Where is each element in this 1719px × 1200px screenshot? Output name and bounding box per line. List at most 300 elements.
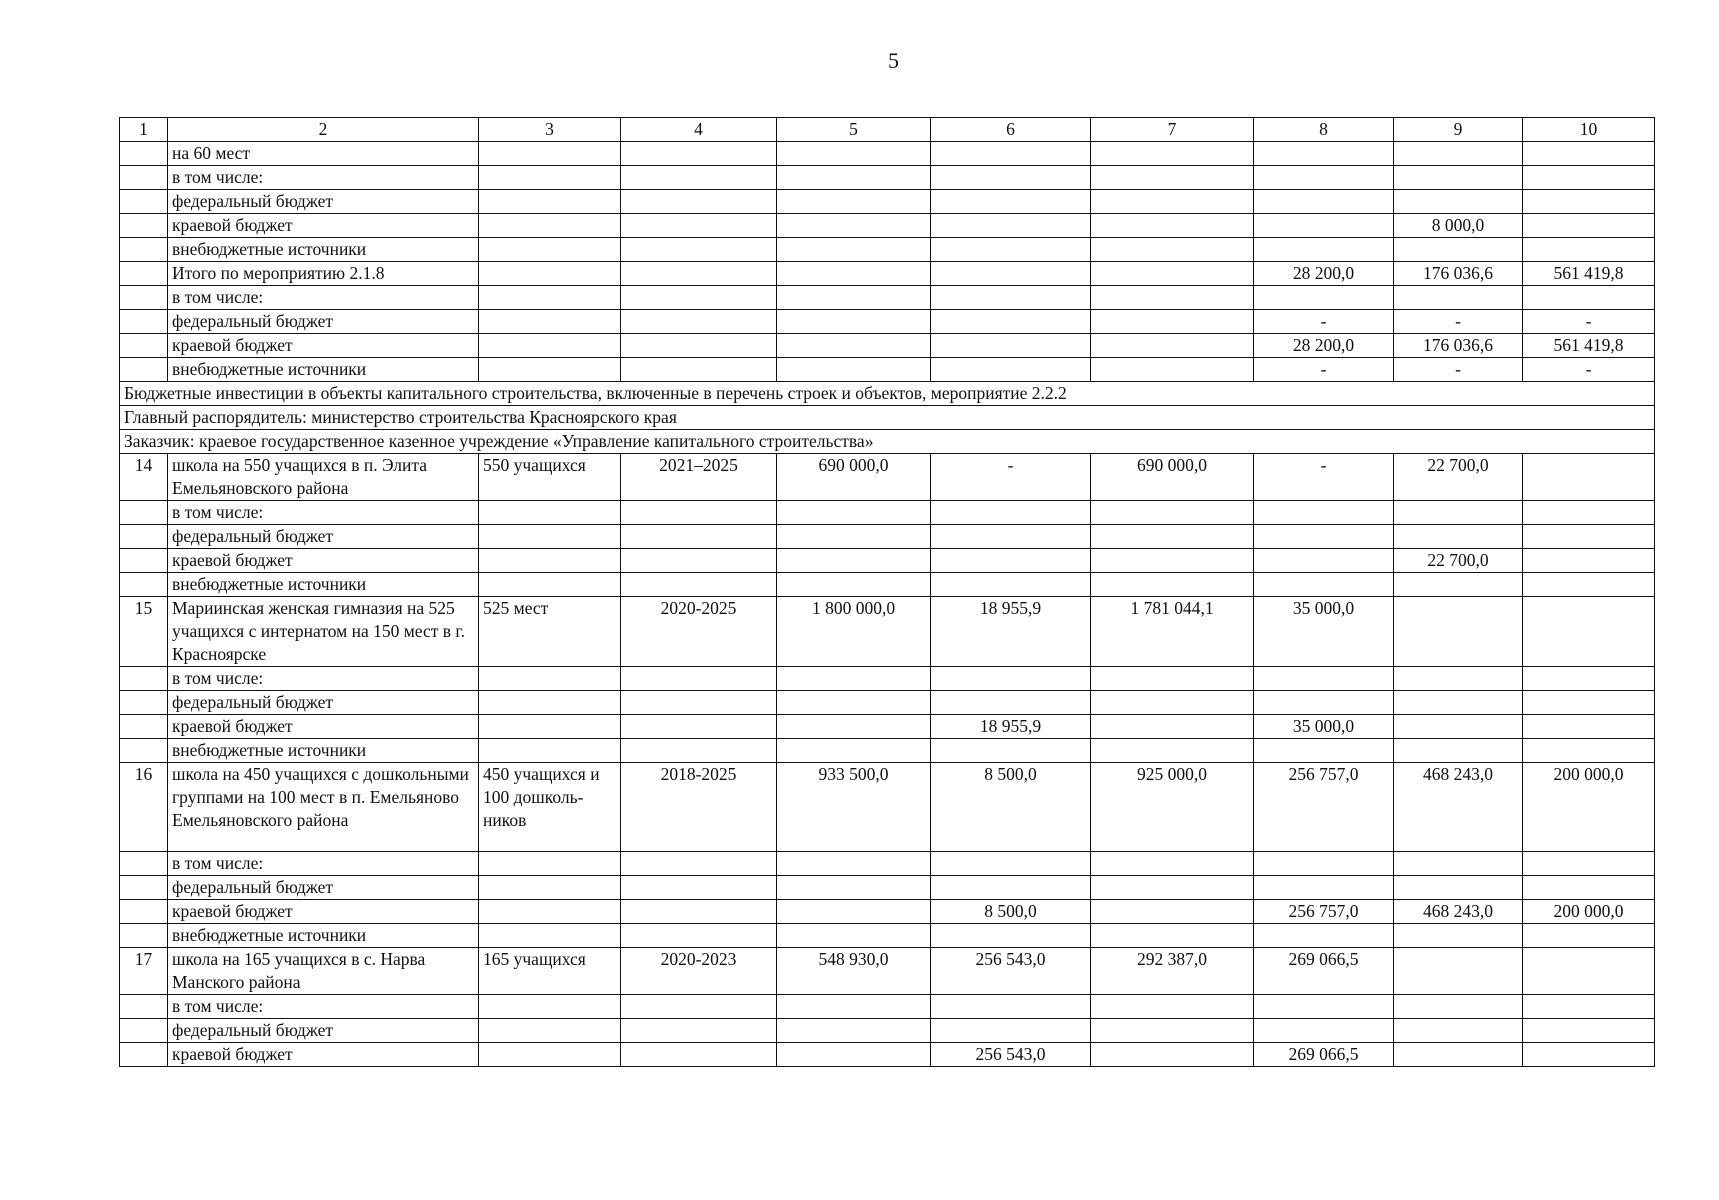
year-value-10-cell [1523, 501, 1655, 525]
year-value-8-cell: 28 200,0 [1254, 262, 1394, 286]
period-cell: 2020-2023 [621, 948, 777, 995]
year-value-8-cell: 35 000,0 [1254, 715, 1394, 739]
estimated-cost-cell [777, 667, 931, 691]
capacity-cell [479, 876, 621, 900]
estimated-cost-cell [777, 501, 931, 525]
year-value-9-cell [1394, 525, 1523, 549]
estimated-cost-cell [777, 1019, 931, 1043]
balance-6-cell [931, 739, 1091, 763]
year-value-10-cell [1523, 1043, 1655, 1067]
row-number-cell [120, 852, 168, 876]
balance-7-cell [1091, 549, 1254, 573]
period-cell [621, 691, 777, 715]
row-number-cell [120, 924, 168, 948]
estimated-cost-cell [777, 924, 931, 948]
item-name-cell: в том числе: [168, 852, 479, 876]
year-value-10-cell [1523, 214, 1655, 238]
item-name-cell: внебюджетные источники [168, 358, 479, 382]
row-number-cell [120, 573, 168, 597]
table-row [120, 549, 1655, 573]
balance-6-cell [931, 876, 1091, 900]
item-name-cell: в том числе: [168, 995, 479, 1019]
table-row [120, 262, 1655, 286]
table-row [120, 948, 1655, 995]
item-name-cell: внебюджетные источники [168, 238, 479, 262]
table-row [120, 763, 1655, 852]
table-row [120, 667, 1655, 691]
table-row [120, 238, 1655, 262]
period-cell [621, 214, 777, 238]
estimated-cost-cell: 1 800 000,0 [777, 597, 931, 667]
year-value-10-cell [1523, 739, 1655, 763]
year-value-10-cell: 200 000,0 [1523, 900, 1655, 924]
year-value-10-cell: 561 419,8 [1523, 334, 1655, 358]
budget-table [119, 117, 1655, 1067]
balance-7-cell [1091, 286, 1254, 310]
estimated-cost-cell [777, 166, 931, 190]
estimated-cost-cell [777, 876, 931, 900]
year-value-9-cell [1394, 924, 1523, 948]
balance-6-cell: 8 500,0 [931, 763, 1091, 852]
section-header-row [120, 430, 1655, 454]
year-value-8-cell: 256 757,0 [1254, 763, 1394, 852]
balance-6-cell: 256 543,0 [931, 948, 1091, 995]
row-number-cell [120, 166, 168, 190]
capacity-cell [479, 238, 621, 262]
row-number-cell [120, 525, 168, 549]
capacity-cell: 165 учащихся [479, 948, 621, 995]
year-value-10-cell [1523, 286, 1655, 310]
year-value-8-cell [1254, 166, 1394, 190]
item-name-cell: федеральный бюджет [168, 876, 479, 900]
year-value-8-cell [1254, 214, 1394, 238]
estimated-cost-cell [777, 852, 931, 876]
row-number-cell [120, 214, 168, 238]
balance-7-cell: 1 781 044,1 [1091, 597, 1254, 667]
year-value-9-cell [1394, 573, 1523, 597]
table-row [120, 166, 1655, 190]
item-name-cell: на 60 мест [168, 142, 479, 166]
year-value-10-cell: - [1523, 310, 1655, 334]
capacity-cell [479, 1043, 621, 1067]
year-value-8-cell [1254, 190, 1394, 214]
row-number-cell [120, 691, 168, 715]
item-name-cell: внебюджетные источники [168, 739, 479, 763]
item-name-cell: в том числе: [168, 166, 479, 190]
estimated-cost-cell [777, 691, 931, 715]
capacity-cell [479, 715, 621, 739]
row-number-cell [120, 501, 168, 525]
year-value-8-cell: - [1254, 358, 1394, 382]
table-row [120, 454, 1655, 501]
estimated-cost-cell [777, 995, 931, 1019]
year-value-8-cell [1254, 924, 1394, 948]
row-number-cell: 16 [120, 763, 168, 852]
period-cell [621, 142, 777, 166]
year-value-9-cell [1394, 691, 1523, 715]
period-cell: 2018-2025 [621, 763, 777, 852]
table-row [120, 1043, 1655, 1067]
table-row [120, 691, 1655, 715]
year-value-8-cell [1254, 667, 1394, 691]
estimated-cost-cell: 548 930,0 [777, 948, 931, 995]
year-value-8-cell [1254, 525, 1394, 549]
item-name-cell: школа на 450 учащихся с дошкольными группами на 100 мест в п. Емельяново Емельяновского района [168, 763, 479, 852]
year-value-8-cell [1254, 739, 1394, 763]
balance-6-cell [931, 142, 1091, 166]
year-value-8-cell: - [1254, 454, 1394, 501]
balance-7-cell [1091, 995, 1254, 1019]
period-cell [621, 573, 777, 597]
item-name-cell: федеральный бюджет [168, 691, 479, 715]
row-number-cell [120, 358, 168, 382]
item-name-cell: краевой бюджет [168, 214, 479, 238]
year-value-8-cell [1254, 1019, 1394, 1043]
year-value-10-cell [1523, 924, 1655, 948]
balance-7-cell [1091, 358, 1254, 382]
balance-6-cell [931, 525, 1091, 549]
capacity-cell [479, 334, 621, 358]
row-number-cell [120, 262, 168, 286]
capacity-cell [479, 739, 621, 763]
year-value-10-cell [1523, 597, 1655, 667]
period-cell [621, 852, 777, 876]
table-body [120, 142, 1655, 1067]
balance-7-cell [1091, 238, 1254, 262]
table-row [120, 597, 1655, 667]
balance-6-cell [931, 667, 1091, 691]
year-value-9-cell: 22 700,0 [1394, 549, 1523, 573]
year-value-8-cell [1254, 691, 1394, 715]
year-value-9-cell [1394, 501, 1523, 525]
balance-7-cell [1091, 1019, 1254, 1043]
item-name-cell: краевой бюджет [168, 1043, 479, 1067]
item-name-cell: школа на 165 учащихся в с. Нарва Манского района [168, 948, 479, 995]
row-number-cell [120, 334, 168, 358]
period-cell [621, 238, 777, 262]
balance-7-cell [1091, 691, 1254, 715]
balance-7-cell [1091, 214, 1254, 238]
year-value-10-cell [1523, 238, 1655, 262]
header-row [120, 118, 1655, 142]
item-name-cell: краевой бюджет [168, 900, 479, 924]
table-row [120, 573, 1655, 597]
estimated-cost-cell: 690 000,0 [777, 454, 931, 501]
item-name-cell: федеральный бюджет [168, 525, 479, 549]
balance-7-cell [1091, 1043, 1254, 1067]
col-8-header: 8 [1254, 118, 1394, 142]
table-row [120, 876, 1655, 900]
period-cell [621, 739, 777, 763]
table-row [120, 1019, 1655, 1043]
balance-6-cell [931, 358, 1091, 382]
period-cell [621, 190, 777, 214]
section-header-cell: Заказчик: краевое государственное казенное учреждение «Управление капитального строительства» [120, 430, 1655, 454]
balance-7-cell [1091, 876, 1254, 900]
item-name-cell: федеральный бюджет [168, 1019, 479, 1043]
year-value-9-cell [1394, 1019, 1523, 1043]
row-number-cell [120, 549, 168, 573]
row-number-cell [120, 995, 168, 1019]
item-name-cell: Итого по мероприятию 2.1.8 [168, 262, 479, 286]
row-number-cell [120, 715, 168, 739]
balance-7-cell [1091, 573, 1254, 597]
year-value-9-cell [1394, 995, 1523, 1019]
year-value-9-cell: 176 036,6 [1394, 334, 1523, 358]
col-2-header: 2 [168, 118, 479, 142]
balance-6-cell [931, 501, 1091, 525]
row-number-cell [120, 739, 168, 763]
year-value-9-cell [1394, 166, 1523, 190]
balance-6-cell: 18 955,9 [931, 597, 1091, 667]
year-value-8-cell [1254, 573, 1394, 597]
col-10-header: 10 [1523, 118, 1655, 142]
balance-6-cell [931, 166, 1091, 190]
estimated-cost-cell [777, 525, 931, 549]
capacity-cell [479, 501, 621, 525]
row-number-cell: 15 [120, 597, 168, 667]
capacity-cell [479, 286, 621, 310]
estimated-cost-cell [777, 549, 931, 573]
row-number-cell [120, 142, 168, 166]
balance-7-cell: 292 387,0 [1091, 948, 1254, 995]
capacity-cell [479, 667, 621, 691]
balance-7-cell [1091, 900, 1254, 924]
capacity-cell [479, 214, 621, 238]
item-name-cell: федеральный бюджет [168, 310, 479, 334]
year-value-9-cell: - [1394, 310, 1523, 334]
balance-6-cell [931, 924, 1091, 948]
year-value-10-cell [1523, 142, 1655, 166]
balance-6-cell [931, 995, 1091, 1019]
item-name-cell: в том числе: [168, 286, 479, 310]
section-header-cell: Бюджетные инвестиции в объекты капитального строительства, включенные в перечень строек и объектов, мероприятие 2.2.2 [120, 382, 1655, 406]
balance-6-cell [931, 286, 1091, 310]
year-value-8-cell: 256 757,0 [1254, 900, 1394, 924]
period-cell [621, 715, 777, 739]
year-value-9-cell [1394, 190, 1523, 214]
year-value-8-cell [1254, 995, 1394, 1019]
year-value-10-cell: - [1523, 358, 1655, 382]
year-value-8-cell [1254, 852, 1394, 876]
balance-7-cell: 690 000,0 [1091, 454, 1254, 501]
row-number-cell [120, 1043, 168, 1067]
balance-7-cell [1091, 310, 1254, 334]
section-header-cell: Главный распорядитель: министерство строительства Красноярского края [120, 406, 1655, 430]
year-value-8-cell [1254, 501, 1394, 525]
year-value-9-cell [1394, 852, 1523, 876]
page-number: 5 [888, 48, 899, 73]
balance-6-cell [931, 310, 1091, 334]
period-cell [621, 501, 777, 525]
period-cell [621, 262, 777, 286]
balance-7-cell [1091, 501, 1254, 525]
balance-7-cell [1091, 262, 1254, 286]
section-header-row [120, 406, 1655, 430]
item-name-cell: Мариинская женская гимназия на 525 учащихся с интернатом на 150 мест в г. Красноярске [168, 597, 479, 667]
table-row [120, 924, 1655, 948]
year-value-9-cell: 8 000,0 [1394, 214, 1523, 238]
year-value-10-cell [1523, 691, 1655, 715]
year-value-10-cell [1523, 995, 1655, 1019]
year-value-8-cell [1254, 142, 1394, 166]
balance-7-cell [1091, 142, 1254, 166]
item-name-cell: внебюджетные источники [168, 573, 479, 597]
estimated-cost-cell [777, 573, 931, 597]
year-value-9-cell: 22 700,0 [1394, 454, 1523, 501]
capacity-cell [479, 262, 621, 286]
estimated-cost-cell [777, 310, 931, 334]
capacity-cell [479, 924, 621, 948]
year-value-10-cell [1523, 166, 1655, 190]
item-name-cell: в том числе: [168, 667, 479, 691]
period-cell: 2020-2025 [621, 597, 777, 667]
year-value-10-cell [1523, 715, 1655, 739]
balance-6-cell [931, 238, 1091, 262]
period-cell [621, 924, 777, 948]
row-number-cell [120, 286, 168, 310]
period-cell [621, 334, 777, 358]
estimated-cost-cell [777, 358, 931, 382]
table-row [120, 715, 1655, 739]
balance-6-cell [931, 190, 1091, 214]
capacity-cell [479, 525, 621, 549]
balance-6-cell [931, 691, 1091, 715]
capacity-cell [479, 852, 621, 876]
period-cell: 2021–2025 [621, 454, 777, 501]
estimated-cost-cell [777, 334, 931, 358]
estimated-cost-cell [777, 238, 931, 262]
year-value-9-cell [1394, 286, 1523, 310]
row-number-cell [120, 876, 168, 900]
year-value-8-cell: - [1254, 310, 1394, 334]
row-number-cell [120, 667, 168, 691]
year-value-10-cell: 561 419,8 [1523, 262, 1655, 286]
year-value-9-cell [1394, 876, 1523, 900]
year-value-9-cell: 468 243,0 [1394, 900, 1523, 924]
col-1-header: 1 [120, 118, 168, 142]
item-name-cell: в том числе: [168, 501, 479, 525]
year-value-9-cell: - [1394, 358, 1523, 382]
col-4-header: 4 [621, 118, 777, 142]
year-value-9-cell [1394, 142, 1523, 166]
year-value-9-cell [1394, 597, 1523, 667]
capacity-cell [479, 549, 621, 573]
col-5-header: 5 [777, 118, 931, 142]
capacity-cell [479, 1019, 621, 1043]
estimated-cost-cell [777, 214, 931, 238]
capacity-cell [479, 358, 621, 382]
capacity-cell [479, 166, 621, 190]
balance-6-cell [931, 549, 1091, 573]
balance-7-cell [1091, 190, 1254, 214]
capacity-cell [479, 691, 621, 715]
row-number-cell [120, 1019, 168, 1043]
item-name-cell: внебюджетные источники [168, 924, 479, 948]
estimated-cost-cell [777, 262, 931, 286]
period-cell [621, 286, 777, 310]
estimated-cost-cell [777, 1043, 931, 1067]
period-cell [621, 358, 777, 382]
estimated-cost-cell: 933 500,0 [777, 763, 931, 852]
year-value-8-cell: 269 066,5 [1254, 1043, 1394, 1067]
year-value-10-cell [1523, 852, 1655, 876]
period-cell [621, 1043, 777, 1067]
estimated-cost-cell [777, 900, 931, 924]
col-6-header: 6 [931, 118, 1091, 142]
period-cell [621, 667, 777, 691]
estimated-cost-cell [777, 286, 931, 310]
year-value-10-cell [1523, 549, 1655, 573]
capacity-cell [479, 573, 621, 597]
table-row [120, 310, 1655, 334]
item-name-cell: краевой бюджет [168, 334, 479, 358]
balance-6-cell [931, 262, 1091, 286]
year-value-8-cell [1254, 876, 1394, 900]
year-value-9-cell [1394, 948, 1523, 995]
year-value-9-cell: 176 036,6 [1394, 262, 1523, 286]
table-row [120, 995, 1655, 1019]
balance-7-cell [1091, 924, 1254, 948]
year-value-8-cell [1254, 549, 1394, 573]
year-value-8-cell [1254, 286, 1394, 310]
year-value-9-cell [1394, 715, 1523, 739]
row-number-cell [120, 238, 168, 262]
table-row [120, 190, 1655, 214]
balance-7-cell [1091, 166, 1254, 190]
estimated-cost-cell [777, 142, 931, 166]
table-row [120, 214, 1655, 238]
period-cell [621, 876, 777, 900]
estimated-cost-cell [777, 715, 931, 739]
year-value-9-cell [1394, 667, 1523, 691]
estimated-cost-cell [777, 190, 931, 214]
balance-6-cell [931, 573, 1091, 597]
year-value-9-cell [1394, 1043, 1523, 1067]
balance-6-cell [931, 852, 1091, 876]
year-value-10-cell [1523, 876, 1655, 900]
year-value-10-cell [1523, 525, 1655, 549]
year-value-9-cell: 468 243,0 [1394, 763, 1523, 852]
estimated-cost-cell [777, 739, 931, 763]
year-value-9-cell [1394, 238, 1523, 262]
year-value-10-cell [1523, 573, 1655, 597]
table-row [120, 334, 1655, 358]
col-7-header: 7 [1091, 118, 1254, 142]
capacity-cell [479, 190, 621, 214]
item-name-cell: федеральный бюджет [168, 190, 479, 214]
balance-6-cell: 8 500,0 [931, 900, 1091, 924]
balance-6-cell [931, 334, 1091, 358]
section-header-row [120, 382, 1655, 406]
balance-7-cell: 925 000,0 [1091, 763, 1254, 852]
year-value-8-cell: 269 066,5 [1254, 948, 1394, 995]
balance-6-cell [931, 214, 1091, 238]
period-cell [621, 995, 777, 1019]
row-number-cell [120, 310, 168, 334]
period-cell [621, 549, 777, 573]
item-name-cell: краевой бюджет [168, 715, 479, 739]
year-value-10-cell [1523, 1019, 1655, 1043]
period-cell [621, 900, 777, 924]
period-cell [621, 310, 777, 334]
balance-6-cell: 256 543,0 [931, 1043, 1091, 1067]
balance-7-cell [1091, 667, 1254, 691]
year-value-8-cell [1254, 238, 1394, 262]
year-value-10-cell [1523, 667, 1655, 691]
table-row [120, 501, 1655, 525]
year-value-9-cell [1394, 739, 1523, 763]
